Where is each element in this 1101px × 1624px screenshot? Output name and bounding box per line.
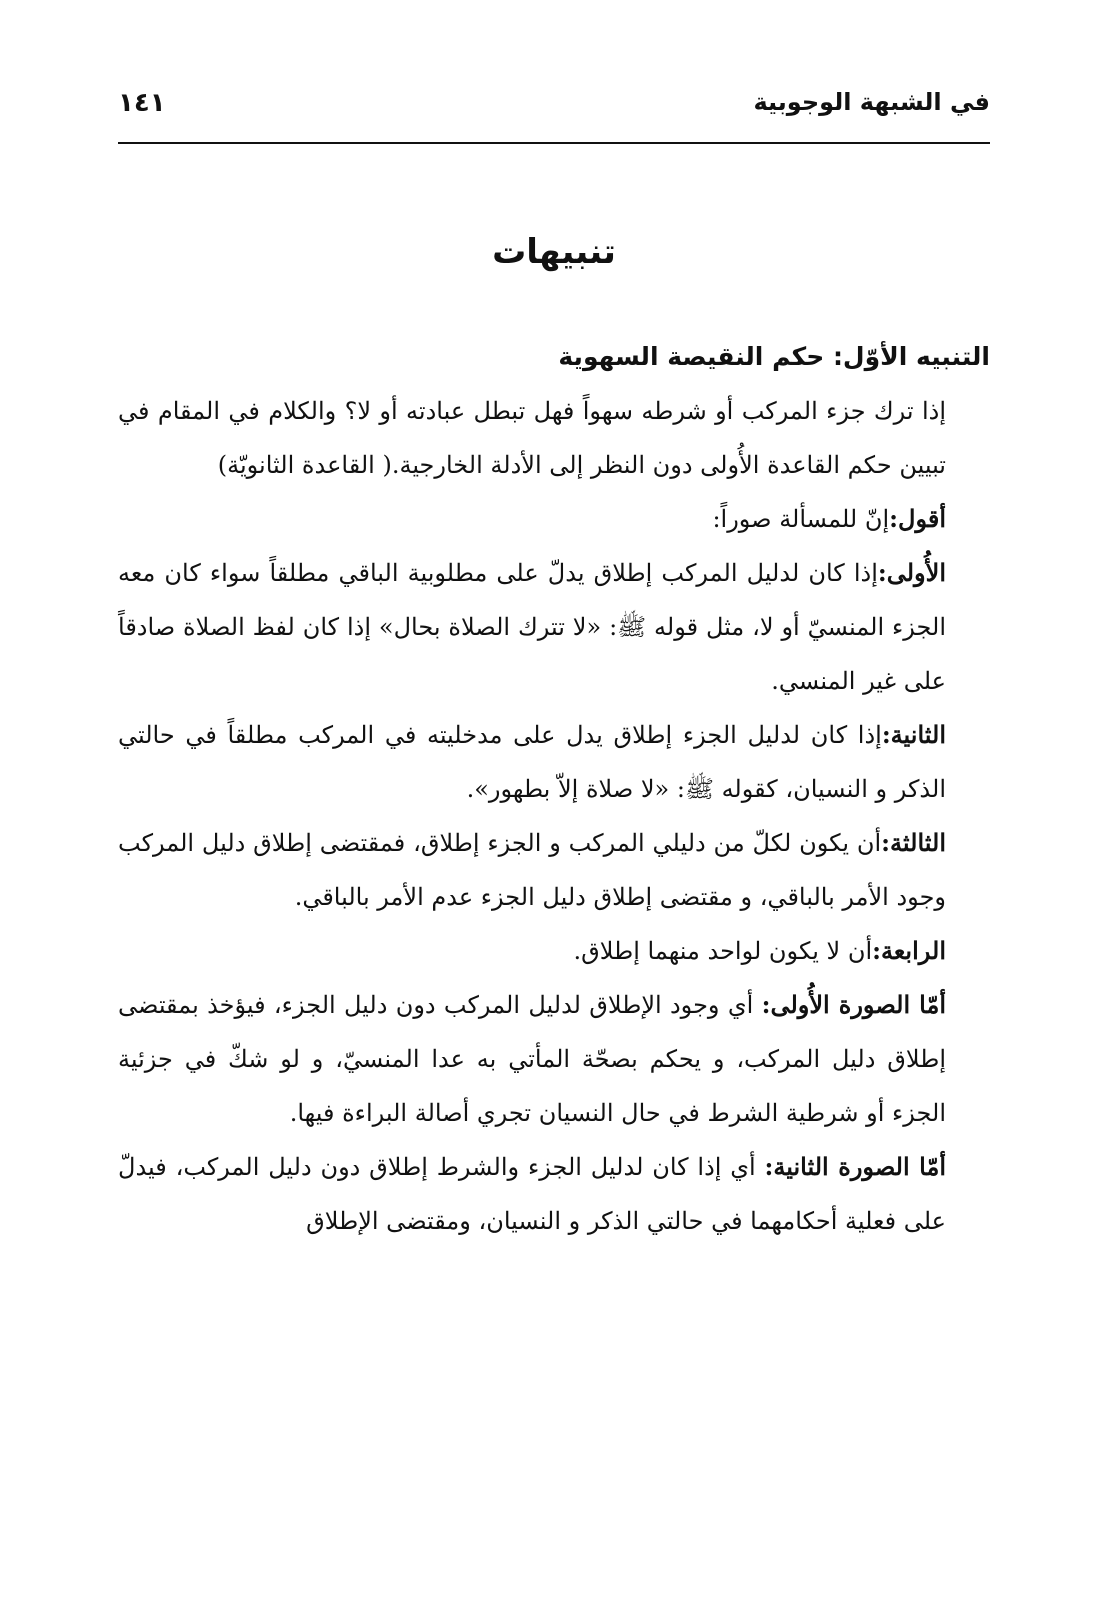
paragraph-third bbox=[118, 816, 990, 924]
paragraph-aqul bbox=[118, 492, 990, 546]
paragraph-text: أي إذا كان لدليل الجزء والشرط إطلاق دون دليل المركب، فيدلّ على فعلية أحكامهما في حالتي الذكر و النسيان، ومقتضى الإطلاق bbox=[118, 1153, 946, 1235]
page-number: ١٤١ bbox=[118, 88, 166, 118]
section-title: تنبيهات bbox=[492, 232, 616, 272]
paragraph-text: إذا كان لدليل الجزء إطلاق يدل على مدخليته في المركب مطلقاً في حالتي الذكر و النسيان، كقوله ﷺ: «لا صلاة إلاّ بطهور». bbox=[118, 721, 946, 803]
page-header bbox=[118, 70, 990, 132]
paragraph-text: إذا كان لدليل المركب إطلاق يدلّ على مطلوبية الباقي مطلقاً سواء كان معه الجزء المنسيّ أو لا، مثل قوله ﷺ: «لا تترك الصلاة بحال» إذا كان لفظ الصلاة صادقاً على غير المنسي. bbox=[118, 559, 946, 695]
running-title: في الشبهة الوجوبية bbox=[753, 88, 990, 116]
paragraph-label: الثانية: bbox=[881, 720, 946, 749]
body-text bbox=[118, 330, 990, 1248]
paragraph-label: الرابعة: bbox=[872, 936, 946, 965]
heading-text: التنبيه الأوّل: حكم النقيصة السهوية bbox=[558, 342, 990, 371]
paragraph-intro bbox=[118, 384, 990, 492]
paragraph-text: أن يكون لكلّ من دليلي المركب و الجزء إطلاق، فمقتضى إطلاق دليل المركب وجود الأمر بالباقي، و مقتضى إطلاق دليل الجزء عدم الأمر بالباقي. bbox=[118, 829, 946, 911]
paragraph-first bbox=[118, 546, 990, 708]
paragraph-second bbox=[118, 708, 990, 816]
paragraph-text: إنّ للمسألة صوراً: bbox=[712, 505, 890, 533]
first-notice-heading bbox=[118, 330, 990, 384]
paragraph-case-two bbox=[118, 1140, 990, 1248]
paragraph-label: الأُولى: bbox=[877, 558, 946, 587]
header-divider bbox=[118, 142, 990, 144]
paragraph-text: إذا ترك جزء المركب أو شرطه سهواً فهل تبطل عبادته أو لا؟ والكلام في المقام في تبيين حكم القاعدة الأُولى دون النظر إلى الأدلة الخارجية.( القاعدة الثانويّة) bbox=[118, 397, 947, 479]
paragraph-fourth bbox=[118, 924, 990, 978]
paragraph-label: أمّا الصورة الأُولى: bbox=[761, 990, 946, 1019]
paragraph-text: أي وجود الإطلاق لدليل المركب دون دليل الجزء، فيؤخذ بمقتضى إطلاق دليل المركب، و يحكم بصحّة المأتي به عدا المنسيّ، و لو شكّ في جزئية الجزء أو شرطية الشرط في حال النسيان تجري أصالة البراءة فيها. bbox=[118, 991, 946, 1127]
paragraph-case-one bbox=[118, 978, 990, 1140]
paragraph-text: أن لا يكون لواحد منهما إطلاق. bbox=[573, 937, 873, 965]
paragraph-label: أقول: bbox=[889, 504, 946, 533]
paragraph-label: أمّا الصورة الثانية: bbox=[764, 1152, 946, 1181]
paragraph-label: الثالثة: bbox=[881, 828, 946, 857]
